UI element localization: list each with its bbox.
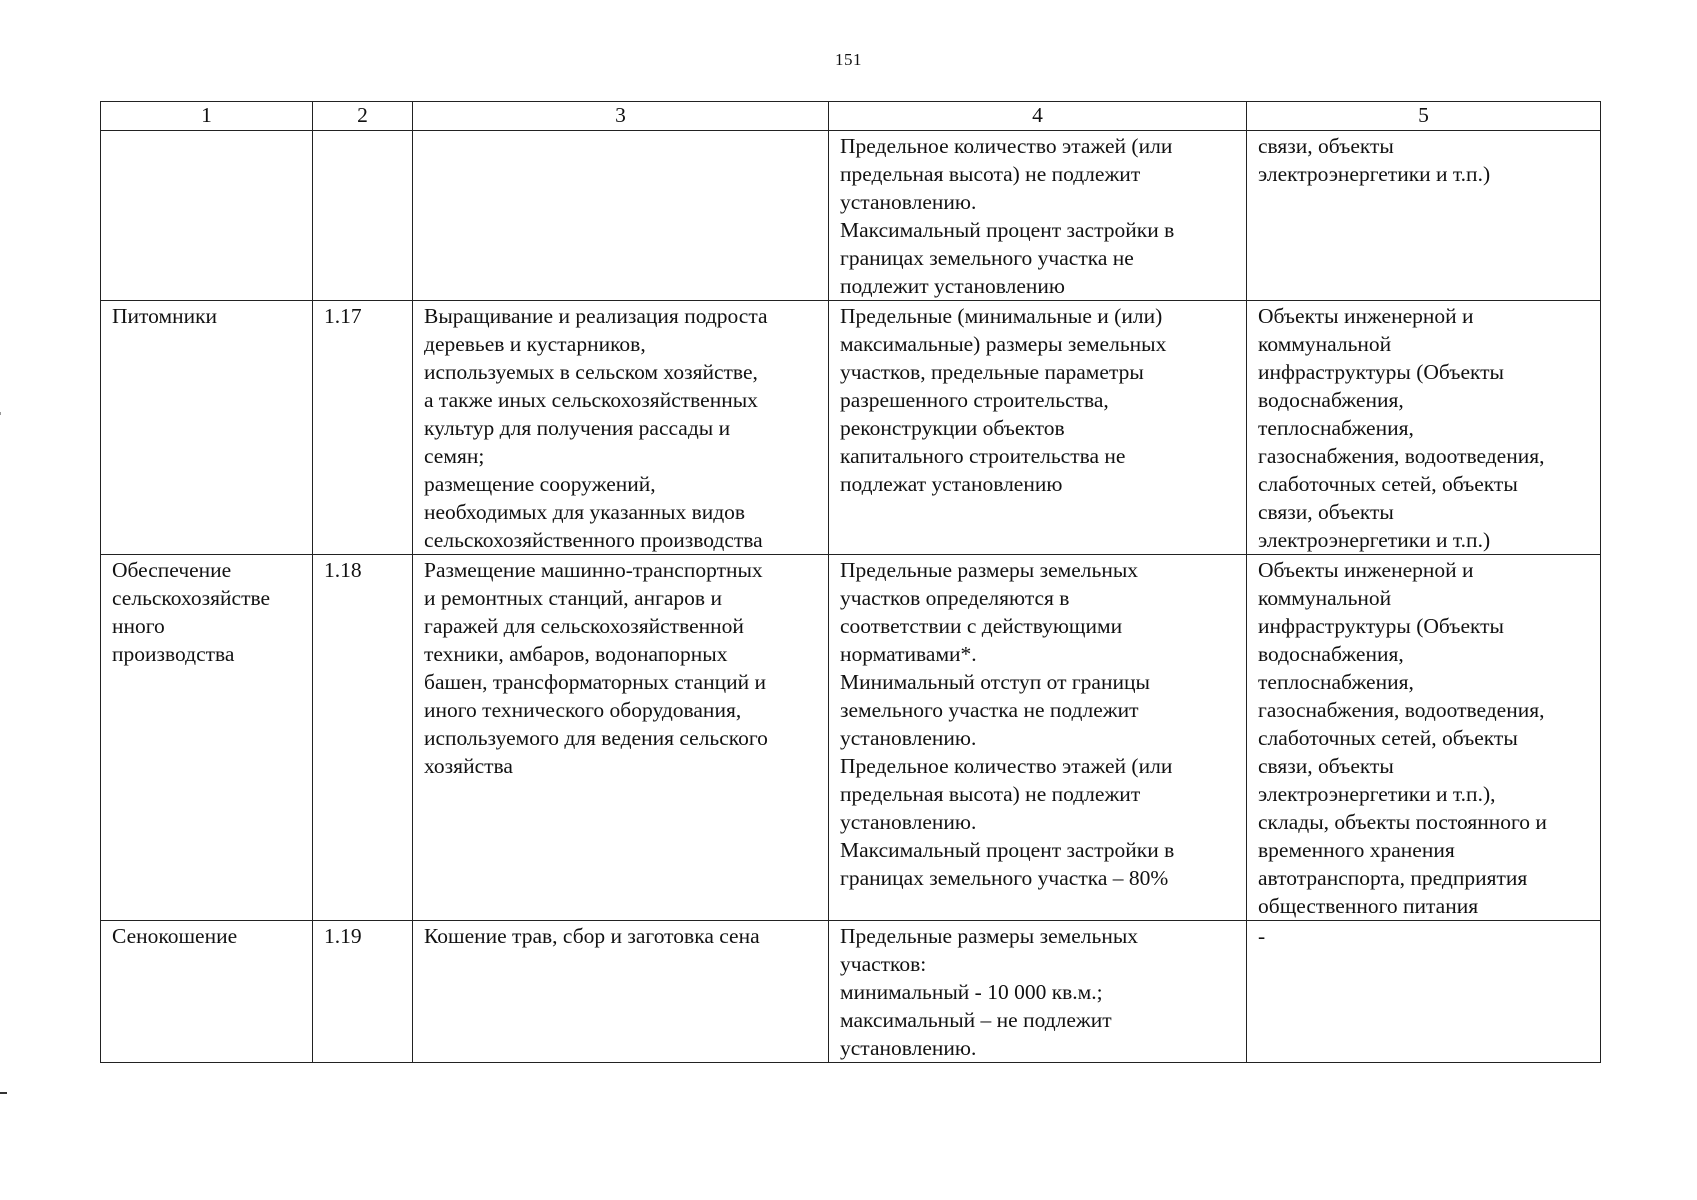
column-header-3: 3 <box>413 102 829 131</box>
cell-text: Выращивание и реализация подроста деревьев и кустарников, используемых в сельском хозяйстве, а также иных сельскохозяйственных культур для получения рассады и семян; размещение сооружений, необходимых для указанных видов сельскохозяйственного производства <box>424 304 768 552</box>
cell-text: Предельное количество этажей (или предельная высота) не подлежит установлению. Максимальный процент застройки в границах земельного участка не подлежит установлению <box>840 134 1175 298</box>
page-number: 151 <box>835 50 862 69</box>
cell-text: Предельные размеры земельных участков: минимальный - 10 000 кв.м.; максимальный – не подлежит установлению. <box>840 924 1139 1060</box>
cell-text: Обеспечение сельскохозяйстве нного производства <box>112 558 271 666</box>
cell-use-description <box>413 131 829 301</box>
cell-use-name <box>101 921 313 1063</box>
cell-parameters <box>829 301 1247 555</box>
cell-text: 1.19 <box>324 924 362 948</box>
cell-accessory-uses <box>1247 131 1601 301</box>
cell-use-name <box>101 555 313 921</box>
column-header-1: 1 <box>101 102 313 131</box>
cell-text: связи, объекты электроэнергетики и т.п.) <box>1258 134 1491 186</box>
scan-edge-mark <box>0 1092 7 1094</box>
cell-use-code <box>313 921 413 1063</box>
cell-use-description <box>413 921 829 1063</box>
cell-use-code <box>313 555 413 921</box>
cell-text: Объекты инженерной и коммунальной инфраструктуры (Объекты водоснабжения, теплоснабжения, газоснабжения, водоотведения, слаботочных сетей, объекты связи, объекты электроэнергетики и т.п.) <box>1258 304 1545 552</box>
cell-use-name <box>101 131 313 301</box>
zoning-table <box>100 101 1601 1063</box>
cell-use-code <box>313 131 413 301</box>
scan-edge-dot <box>0 412 1 415</box>
cell-text: 1.17 <box>324 304 362 328</box>
cell-text: Кошение трав, сбор и заготовка сена <box>424 924 760 948</box>
cell-use-code <box>313 301 413 555</box>
cell-text: Сенокошение <box>112 924 238 948</box>
cell-parameters <box>829 555 1247 921</box>
table-row <box>101 131 1601 301</box>
cell-text: Питомники <box>112 304 218 328</box>
cell-text: Объекты инженерной и коммунальной инфраструктуры (Объекты водоснабжения, теплоснабжения, газоснабжения, водоотведения, слаботочных сетей, объекты связи, объекты электроэнергетики и т.п.), склады, объекты постоянного и временного хранения автотранспорта, предприятия общественного питания <box>1258 558 1547 918</box>
cell-text: Предельные размеры земельных участков определяются в соответствии с действующими нормативами*. Минимальный отступ от границы земельного участка не подлежит установлению. Предельное количество этажей (или предельная высота) не подлежит установлению. Максимальный процент застройки в границах земельного участка – 80% <box>840 558 1175 890</box>
column-header-4: 4 <box>829 102 1247 131</box>
table-row <box>101 301 1601 555</box>
cell-use-description <box>413 301 829 555</box>
cell-text: 1.18 <box>324 558 362 582</box>
cell-accessory-uses <box>1247 921 1601 1063</box>
cell-use-description <box>413 555 829 921</box>
column-header-5: 5 <box>1247 102 1601 131</box>
table-row <box>101 555 1601 921</box>
cell-parameters <box>829 131 1247 301</box>
table-row <box>101 921 1601 1063</box>
table-header-row <box>101 102 1601 131</box>
cell-parameters <box>829 921 1247 1063</box>
cell-accessory-uses <box>1247 301 1601 555</box>
cell-text: Размещение машинно-транспортных и ремонтных станций, ангаров и гаражей для сельскохозяйственной техники, амбаров, водонапорных башен, трансформаторных станций и иного технического оборудования, используемого для ведения сельского хозяйства <box>424 558 768 778</box>
cell-accessory-uses <box>1247 555 1601 921</box>
cell-text: - <box>1258 924 1266 948</box>
cell-text: Предельные (минимальные и (или) максимальные) размеры земельных участков, предельные параметры разрешенного строительства, реконструкции объектов капитального строительства не подлежат установлению <box>840 304 1167 496</box>
cell-use-name <box>101 301 313 555</box>
column-header-2: 2 <box>313 102 413 131</box>
